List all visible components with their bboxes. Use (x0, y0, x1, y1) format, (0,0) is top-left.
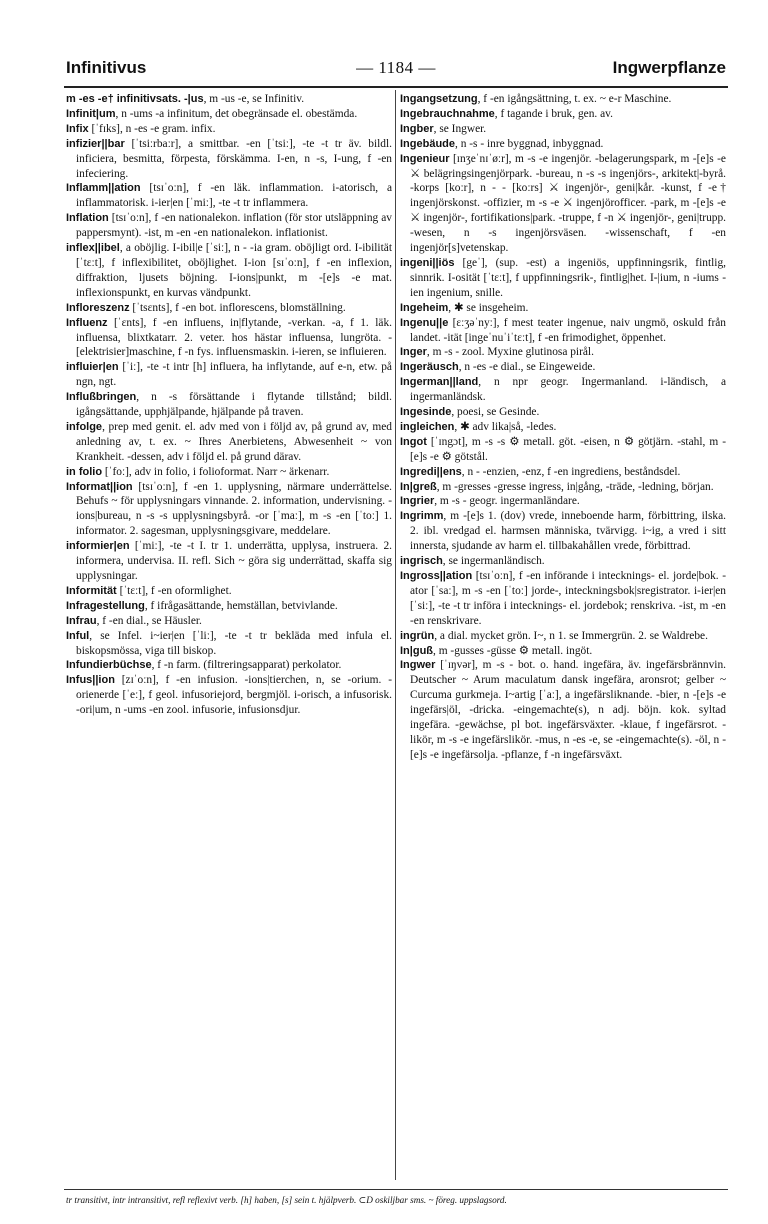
dictionary-entry: Infix [ˈfɪks], n -es -e gram. infix. (66, 122, 216, 135)
dictionary-entry: Ingerman||land, n npr geogr. Ingermanland. i-ländisch, a ingermanländsk. (400, 376, 726, 404)
dictionary-entry: ingleichen, ✱ adv lika|så, -ledes. (400, 420, 557, 433)
dictionary-entry: Inful, se Infel. i~ier|en [ˈliː], -te -t tr bekläda med infula el. biskopsmössa, viga till biskop. (66, 629, 392, 657)
dictionary-entry: Ingot [ˈɪngɔt], m -s -s ⚙ metall. göt. -eisen, n ⚙ götjärn. -stahl, m -[e]s -e ⚙ götstål. (400, 435, 726, 463)
dictionary-entry: In|greß, m -gresses -gresse ingress, in|gång, -träde, -ledning, början. (400, 480, 714, 493)
dictionary-entry: infolge, prep med genit. el. adv med von i följd av, på grund av, med anledning av, t. ex. ~ Ihres Anerbietens, Abwesenheit ~ von Krankheit. -dessen, adv i följd el. på grund därav. (66, 420, 392, 463)
dictionary-entry: Infloreszenz [ˈtsɛnts], f -en bot. inflorescens, blomställning. (66, 301, 346, 314)
left-column (66, 92, 392, 1180)
dictionary-entry: m -es -e† infinitivsats. -|us, m -us -e, se Infinitiv. (66, 93, 305, 105)
dictionary-entry: Infus||ion [zɪˈoːn], f -en infusion. -ions|tierchen, n, se -orium. -orienerde [ˈeː], f geol. infusoriejord, bergmjöl. i-orisch, a infusorisk. -ori|um, n -ums -en zool. infusorie, infusionsdjur. (66, 674, 392, 717)
dictionary-entry: Ingenieur [ɪnʒeˈnɪˈøːr], m -s -e ingenjör. -belagerungspark, m -[e]s -e ⚔ belägringsingenjörpark. -bureau, n -s -s ingenjörs-, arkitekt|-byrå. -korps [koːr], n - - [koːrs] ⚔ ingenjör-, geni|kår. -kunst, f -e† ingenjörskonst. -offizier, m -s -e ⚔ ingenjörofficer. -park, m -[e]s -e ⚔ ingenjör-, fortifikations|park. -truppe, f -n ⚔ ingenjör-, geni|trupp. -wesen, n -s ingenjörsväsen. -wissenschaft, f -en ingenjör[s]vetenskap. (400, 152, 726, 255)
dictionary-entry: Ingangsetzung, f -en igångsättning, t. ex. ~ e-r Maschine. (400, 93, 672, 105)
dictionary-entry: inflex||ibel, a oböjlig. I-ibil|e [ˈsiː], n - -ia gram. oböjligt ord. I-ibilität [ˈtɛːt], f inflexibilitet, oböjlighet. I-ion [sɪˈoːn], f -en inflexion, diffraktion, ljusets böjning. I-ions|punkt, m -[e]s -e mat. inflexionspunkt, en kurvas vändpunkt. (66, 242, 392, 299)
dictionary-entry: Infundierbüchse, f -n farm. (filtreringsapparat) perkolator. (66, 659, 342, 672)
dictionary-entry: in folio [ˈfoː], adv in folio, i folioformat. Narr ~ ärkenarr. (66, 465, 330, 478)
column-divider (395, 90, 396, 1180)
header-last-entry: Ingwerpflanze (612, 58, 726, 77)
abbreviation-legend: tr transitivt, intr intransitivt, refl reflexivt verb. [h] haben, [s] sein t. hjälpverb. ⊂D oskiljbar sms. ~ föreg. uppslagsord. (66, 1195, 507, 1205)
dictionary-entry: ingeni||iös [geˈ], (sup. -est) a ingeniös, uppfinningsrik, fintlig, sinnrik. I-osität [ˈtɛːt], f uppfinningsrik-, fintlig|het. I-|ium, n -iums -ien ingenium, snille. (400, 256, 726, 299)
dictionary-entry: Infinit|um, n -ums -a infinitum, det obegränsade el. obestämda. (66, 107, 358, 120)
dictionary-entry: Ingebäude, n -s - inre byggnad, inbyggnad. (400, 137, 604, 150)
dictionary-entry: Ingrimm, m -[e]s 1. (dov) vrede, inneboende harm, förbittring, ilska. 2. ibl. vredgad el. harmsen människa, tvärvigg. i~ig, a vred i sitt innersta, sjudande av harm el. tillbakahållen vrede, förbittrad. (400, 510, 726, 553)
dictionary-entry: ingrisch, se ingermanländisch. (400, 555, 545, 568)
page-number: — 1184 — (356, 58, 436, 77)
right-column (400, 92, 726, 1180)
dictionary-entry: Influßbringen, n -s försättande i flytande tillstånd; bildl. igångsättande, upphjälpande, hjälpande på traven. (66, 391, 392, 419)
dictionary-entry: Informat||ion [tsɪˈoːn], f -en 1. upplysning, närmare underrättelse. Behufs ~ för upplysningars vinnande. 2. information, undervisning. -ions|bureau, n -s -s upplysningsbyrå. -or [ˈmaː], m -s -en [ˈtoː] 1. informator. 2. sagesman, upplysningsgivare, meddelare. (66, 480, 392, 538)
dictionary-entry: ingrün, a dial. mycket grön. I~, n 1. se Immergrün. 2. se Waldrebe. (400, 629, 708, 642)
dictionary-entry: Ingeräusch, n -es -e dial., se Eingeweide. (400, 361, 596, 374)
dictionary-entry: Influenz [ˈɛnts], f -en influens, in|flytande, -verkan. -a, f 1. läk. influensa, blixtkatarr. 2. veter. hos hästar influensa, lungröta. -[elektrisier]maschine, f -n fys. influensmaskin. i-ieren, se influieren. (66, 316, 392, 359)
dictionary-entry: Infrau, f -en dial., se Häusler. (66, 614, 202, 627)
footer-rule (64, 1189, 728, 1190)
dictionary-entry: Ingredi||ens, n - -enzien, -enz, f -en ingrediens, beståndsdel. (400, 465, 681, 478)
dictionary-entry: Inflation [tsɪˈoːn], f -en nationalekon. inflation (för stor utsläppning av pappersmynt). -ist, m -en -en nationalekon. inflationist. (66, 212, 392, 240)
header-rule (64, 86, 728, 88)
dictionary-entry: Informität [ˈtɛːt], f -en oformlighet. (66, 584, 232, 597)
dictionary-entry: Ingeheim, ✱ se insgeheim. (400, 301, 529, 314)
dictionary-entry: informier|en [ˈmiː], -te -t I. tr 1. underrätta, upplysa, instruera. 2. informera, undervisa. II. refl. Sich ~ göra sig underrättad, skaffa sig upplysningar. (66, 540, 392, 582)
dictionary-entry: Ingross||ation [tsɪˈoːn], f -en införande i intecknings- el. jorde|bok. -ator [ˈsaː], m -s -en [ˈtoː] jorde-, inteckningsbok|sregistrator. i-ier|en [ˈsiː], -te -t tr införa i intecknings- el. jordebok; renskriva. -ist, m -en -en renskrivare. (400, 570, 726, 627)
dictionary-entry: Inger, m -s - zool. Myxine glutinosa pirål. (400, 346, 594, 359)
dictionary-entry: Infragestellung, f ifrågasättande, hemställan, betvivlande. (66, 599, 338, 612)
dictionary-entry: Ingesinde, poesi, se Gesinde. (400, 406, 540, 419)
dictionary-entry: Ingenu||e [ɛːʒəˈnyː], f mest teater ingenue, naiv ungmö, oskuld från landet. -ität [ingeˈnuˈiˈtɛːt], f -en frimodighet, öppenhet. (400, 316, 726, 344)
dictionary-entry: In|guß, m -gusses -güsse ⚙ metall. ingöt. (400, 644, 593, 657)
dictionary-entry: infizier||bar [ˈtsiːrbaːr], a smittbar. -en [ˈtsiː], -te -t tr äv. bildl. inficiera, besmitta, förpesta, förskämma. I-en, n -s, I-ung, f -en infeciering. (66, 137, 392, 180)
dictionary-entry: influier|en [ˈiː], -te -t intr [h] influera, ha inflytande, auf e-n, etw. på ngn, ngt. (66, 361, 392, 389)
dictionary-entry: Inflamm||ation [tsɪˈoːn], f -en läk. inflammation. i-atorisch, a inflammatorisk. i-ier|en [ˈmiː], -te -t tr inflammera. (66, 182, 392, 210)
header-first-entry: Infinitivus (66, 58, 147, 77)
dictionary-entry: Ingber, se Ingwer. (400, 122, 487, 135)
page-header (66, 58, 726, 84)
dictionary-entry: Ingrier, m -s - geogr. ingermanländare. (400, 495, 580, 508)
dictionary-entry: Ingwer [ˈɪŋvər], m -s - bot. o. hand. ingefära, äv. ingefärsbrännvin. Deutscher ~ Arum maculatum dansk ingefära, aronsrot; gelber ~ Curcuma gurkmeja. I~artig [ˈaː], a ingefärsliknande. -bier, n -[e]s -e ingefärs|öl, -dricka. -eingemachte(s), n adj. böjn. kok. syltad ingefära. -gewächse, pl bot. ingefärsväxter. -klaue, f ingefärsrot. -likör, m -s -e ingefärslikör. -mus, n -es -e, se -eingemachte(s). -öl, n -[e]s -e ingefärsolja. -pflanze, f -n ingefärsväxt. (400, 659, 726, 761)
dictionary-entry: Ingebrauchnahme, f tagande i bruk, gen. av. (400, 107, 613, 120)
